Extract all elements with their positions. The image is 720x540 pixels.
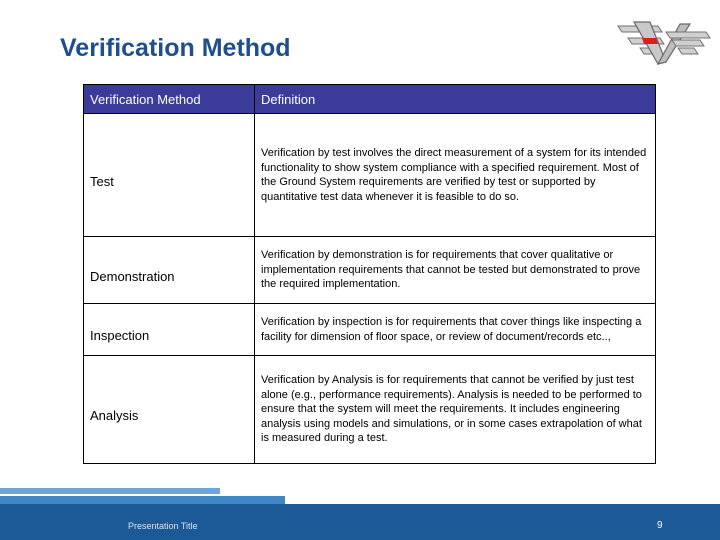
table-header-row — [84, 85, 656, 114]
verification-method-table — [83, 84, 656, 464]
table-row — [84, 114, 656, 237]
header-definition: Definition — [255, 85, 656, 114]
table-row — [84, 304, 656, 356]
table-row — [84, 237, 656, 304]
method-cell: Inspection — [84, 304, 255, 356]
footer-band — [0, 504, 720, 540]
definition-cell: Verification by inspection is for requirements that cover things like inspecting a facility for dimension of floor space, or review of document/records etc.., — [255, 304, 656, 356]
slide-title: Verification Method — [60, 34, 291, 62]
header-verification-method: Verification Method — [84, 85, 255, 114]
method-cell: Test — [84, 114, 255, 237]
table-row — [84, 356, 656, 464]
definition-cell: Verification by Analysis is for requirements that cannot be verified by just test alone (e.g., performance requirements). Analysis is needed to be performed to ensure that the system will meet the requirements. It includes engineering analysis using models and simulations, or in some cases extrapolation of what is measured during a test. — [255, 356, 656, 464]
method-cell: Demonstration — [84, 237, 255, 304]
footer-presentation-title: Presentation Title — [128, 521, 198, 531]
definition-cell: Verification by test involves the direct measurement of a system for its intended functionality to show system compliance with a specified requirement. Most of the Ground System requirements are verified by test or supported by quantitative test data whenever it is feasible to do so. — [255, 114, 656, 237]
v-arrow-logo-icon — [612, 18, 716, 70]
method-cell: Analysis — [84, 356, 255, 464]
page-number: 9 — [657, 520, 663, 531]
definition-cell: Verification by demonstration is for requirements that cover qualitative or implementation requirements that cannot be tested but demonstrated to prove the required implementation. — [255, 237, 656, 304]
footer-stripe-light — [0, 488, 220, 494]
footer-stripe-mid — [0, 496, 285, 504]
